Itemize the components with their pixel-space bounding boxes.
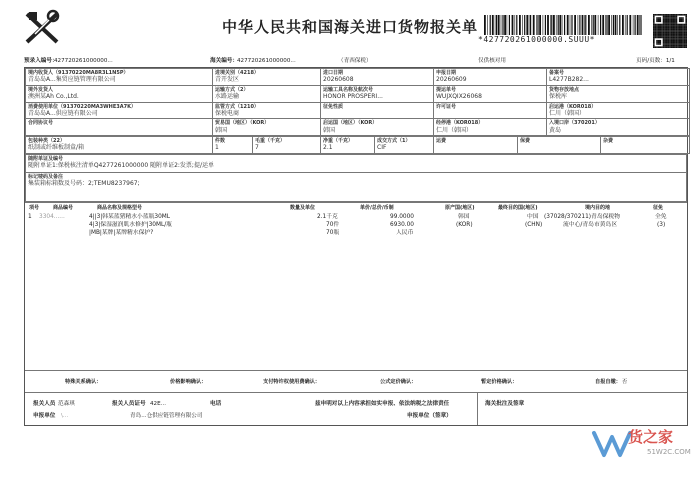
royalty-label: 支付特许权使用费确认：: [263, 378, 321, 385]
cell-label: 毛重（千克）: [255, 138, 286, 144]
exemption-nature-cell: [321, 102, 434, 119]
form-table-packing: [25, 136, 690, 154]
cell-label: 征免性质: [323, 103, 344, 110]
qr-code: [653, 14, 687, 48]
cert-value: 42Е...: [150, 400, 166, 407]
cell-value: 纸制或纤维板制盒/箱: [28, 144, 85, 152]
cell-label: 保费: [520, 138, 531, 144]
cell-value: 7: [255, 144, 259, 152]
cell-label: 提运单号: [436, 86, 457, 93]
trade-country-cell: [213, 119, 321, 136]
cell-value: CIF: [377, 144, 387, 152]
cell-value: 水路运输: [215, 93, 240, 100]
cell-value: 保税电商: [215, 109, 240, 117]
cell-label: 备案号: [549, 70, 565, 76]
entry-point-cell: [547, 119, 690, 136]
cell-value: 青岛岛A...供应链有限公司: [28, 109, 98, 117]
gross-weight-cell: [253, 137, 321, 154]
departure-port-cell: [547, 102, 690, 119]
transit-port-cell: [434, 119, 547, 136]
cell-value: 20260608: [323, 76, 354, 84]
goods-col-domestic: 境内目的地: [585, 204, 611, 211]
cell-value: HONOR PROSPERI...: [323, 93, 383, 100]
deal-mode-cell: [375, 137, 434, 154]
item-name-1: 4||3|韩某蓝猪精水小蓝瓶30ML: [89, 213, 171, 220]
misc-fee-cell: [601, 137, 690, 154]
cell-value: 仁川（韩国）: [549, 109, 586, 117]
item-dest-2: (CHN): [525, 221, 543, 228]
cell-label: 运费: [436, 138, 447, 144]
watermark-brand: 货之家: [628, 428, 674, 446]
item-dest-1: 中国: [527, 213, 539, 220]
bill-no-cell: [434, 85, 547, 102]
form-row-1: [26, 69, 690, 86]
item-domestic-2: 流中心/青岛市黄岛区: [563, 221, 618, 228]
record-no-cell: [547, 69, 690, 86]
cell-label: 监管方式（1210）: [215, 103, 259, 110]
marks-cell: [26, 172, 687, 201]
price-effect-label: 价格影响确认：: [170, 378, 207, 385]
cell-value: 随附单证1:保税核注清单Q4277261000000 随附单证2:发票;提/运单: [28, 162, 214, 169]
consignee-cell: [26, 69, 213, 86]
cell-label: 境内收货人（91370220MA8R3L1N5P）: [28, 70, 129, 76]
cell-label: 杂费: [603, 138, 614, 144]
cell-value: 仁川（韩国）: [436, 126, 473, 134]
cell-value: 20260609: [436, 76, 467, 84]
license-cell: [434, 102, 547, 119]
form-row-3: [26, 102, 690, 119]
cell-value: 韩国: [215, 126, 228, 134]
net-weight-cell: [321, 137, 375, 154]
form-row-2: [26, 85, 690, 102]
item-name-3: |MB|某牌|某牌精水保护?: [89, 229, 154, 236]
supervision-cell: [213, 102, 321, 119]
contract-cell: [26, 119, 213, 136]
goods-col-qty: 数量及单位: [290, 204, 316, 211]
declare-date-cell: [434, 69, 547, 86]
confirm-row: [25, 370, 687, 392]
cert-label: 报关人员证号: [112, 400, 146, 407]
cell-label: 申报日期: [436, 70, 457, 76]
entry-port-cell: [213, 69, 321, 86]
item-name-2: 4|3|保湿滋润肌水修护|30ML/瓶: [89, 221, 172, 228]
cell-label: 合同协议号: [28, 120, 54, 127]
cell-label: 件数: [215, 138, 226, 144]
declaration-form: [24, 67, 688, 426]
declarant-label: 报关人员: [33, 400, 56, 407]
cell-value: L4277B282...: [549, 76, 589, 84]
insurance-cell: [518, 137, 601, 154]
cell-label: 进口日期: [323, 70, 344, 76]
cell-label: 净重（千克）: [323, 138, 354, 144]
unit-code: \...: [61, 412, 69, 419]
cell-label: 消费使用单位（91370220MA3WHE3A7K）: [28, 103, 136, 110]
storage-cell: [547, 85, 690, 102]
item-exempt-1: 全免: [655, 213, 667, 220]
cell-value: 1: [215, 144, 219, 152]
form-title: 中华人民共和国海关进口货物报关单: [221, 18, 478, 36]
item-qty-1: 2.1千克: [317, 213, 338, 220]
barcode: [484, 15, 644, 35]
cell-label: 随附单证及编号: [28, 155, 64, 162]
special-relation-label: 特殊关系确认：: [65, 378, 102, 385]
cell-value: 青开发区: [215, 76, 240, 84]
consumer-unit-cell: [26, 102, 213, 119]
self-pay-label: 自报自缴：: [595, 378, 621, 385]
pre-entry-label: 预录入编号：: [24, 58, 58, 64]
item-code: 3304......: [39, 213, 65, 220]
goods-col-code: 商品编号: [53, 204, 74, 211]
cell-label: 包装种类（22）: [28, 138, 65, 144]
import-date-cell: [321, 69, 434, 86]
purpose-text: 仅供核对用: [478, 58, 506, 64]
package-type-cell: [26, 137, 213, 154]
item-no: 1: [28, 213, 32, 220]
item-domestic-1: (37028/370211)青岛保税物: [544, 213, 621, 220]
cell-label: 货物存放地点: [549, 86, 580, 93]
cell-label: 成交方式（1）: [377, 138, 411, 144]
docs-row: [26, 154, 687, 172]
form-table-upper: [25, 68, 690, 136]
customs-no-value: 427720261000000...: [237, 58, 296, 64]
shipper-cell: [26, 85, 213, 102]
pre-entry-value: 427720261000000...: [54, 58, 113, 64]
cell-value: 黄岛: [549, 126, 562, 134]
item-exempt-2: (3): [657, 221, 666, 228]
item-origin-2: (KOR): [456, 221, 473, 228]
vessel-cell: [321, 85, 434, 102]
cell-value: 保税库: [549, 93, 568, 100]
goods-col-no: 项号: [29, 204, 40, 211]
freight-cell: [434, 137, 518, 154]
stamp-label: 申报单位（签章）: [407, 412, 452, 419]
goods-col-exempt: 征免: [653, 204, 664, 211]
watermark-domain: 51W2C.COM: [647, 448, 691, 456]
cell-label: 启运港（KOR018）: [549, 103, 597, 110]
phone-label: 电话: [210, 400, 222, 407]
cell-value: 2.1: [323, 144, 333, 152]
goods-col-name: 商品名称及规格型号: [97, 204, 143, 211]
cell-label: 运输方式（2）: [215, 86, 249, 93]
cell-label: 进境关别（4218）: [215, 70, 259, 76]
goods-section: [25, 202, 687, 370]
cell-label: 许可证号: [436, 103, 457, 110]
item-price-2: 6930.00: [390, 221, 414, 228]
item-origin-1: 韩国: [458, 213, 470, 220]
cell-label: 入境口岸（370201）: [549, 120, 600, 127]
declaration-statement: 兹申明对以上内容承担如实申报、依法纳税之法律责任: [315, 400, 450, 407]
item-qty-2: 70件: [326, 221, 340, 228]
cell-value: 青岛岛A...集贸应链管理有限公司: [28, 76, 116, 84]
cell-label: 经停港（KOR018）: [436, 120, 484, 127]
form-table-docs: [25, 154, 687, 202]
sig-divider: [477, 393, 478, 425]
unit-value: 青岛...仓供应链管理有限公司: [130, 412, 203, 419]
item-qty-3: 70瓶: [326, 229, 340, 236]
cell-value: 韩国: [323, 126, 336, 134]
page-count: 页码/页数：1/1: [636, 58, 675, 64]
barcode-text: *427720261000000.SUUU*: [478, 35, 595, 44]
customs-suffix: （青西保税）: [338, 58, 372, 64]
item-price-3: 人民币: [396, 229, 414, 236]
unit-label: 申报单位: [33, 412, 56, 419]
cell-label: 运输工具名称及航次号: [323, 86, 374, 93]
self-pay-value: 否: [622, 378, 628, 385]
cell-value: WUJXQIX26068: [436, 93, 482, 100]
formula-label: 公式定价确认：: [380, 378, 417, 385]
goods-col-origin: 原产国(地区): [445, 204, 475, 211]
cell-value: 澳洲某Ah Co.,Ltd.: [28, 93, 79, 100]
marks-row: [26, 172, 687, 201]
departure-country-cell: [321, 119, 434, 136]
form-row-4: [26, 119, 690, 136]
cell-label: 贸易国（地区）（KOR）: [215, 120, 270, 127]
goods-col-dest: 最终目的国(地区): [498, 204, 538, 211]
provisional-label: 暂定价格确认：: [481, 378, 518, 385]
customs-note-label: 海关批注及签章: [485, 400, 525, 407]
signature-block: [25, 392, 687, 425]
pieces-cell: [213, 137, 253, 154]
item-price-1: 99.0000: [390, 213, 414, 220]
docs-cell: [26, 154, 687, 172]
customs-no-label: 海关编号：: [210, 58, 238, 64]
goods-col-price: 单价/总价/币制: [360, 204, 394, 211]
cell-label: 启运国（地区）（KOR）: [323, 120, 378, 127]
transport-mode-cell: [213, 85, 321, 102]
cell-label: 标记唛码及备注: [28, 173, 64, 180]
cell-value: 集装箱标箱数及号码：2;TEMU8237967;: [28, 180, 140, 187]
declarant-name: 范森琪: [58, 400, 75, 407]
form-row-5: [26, 137, 690, 154]
cell-label: 境外发货人: [28, 86, 54, 93]
